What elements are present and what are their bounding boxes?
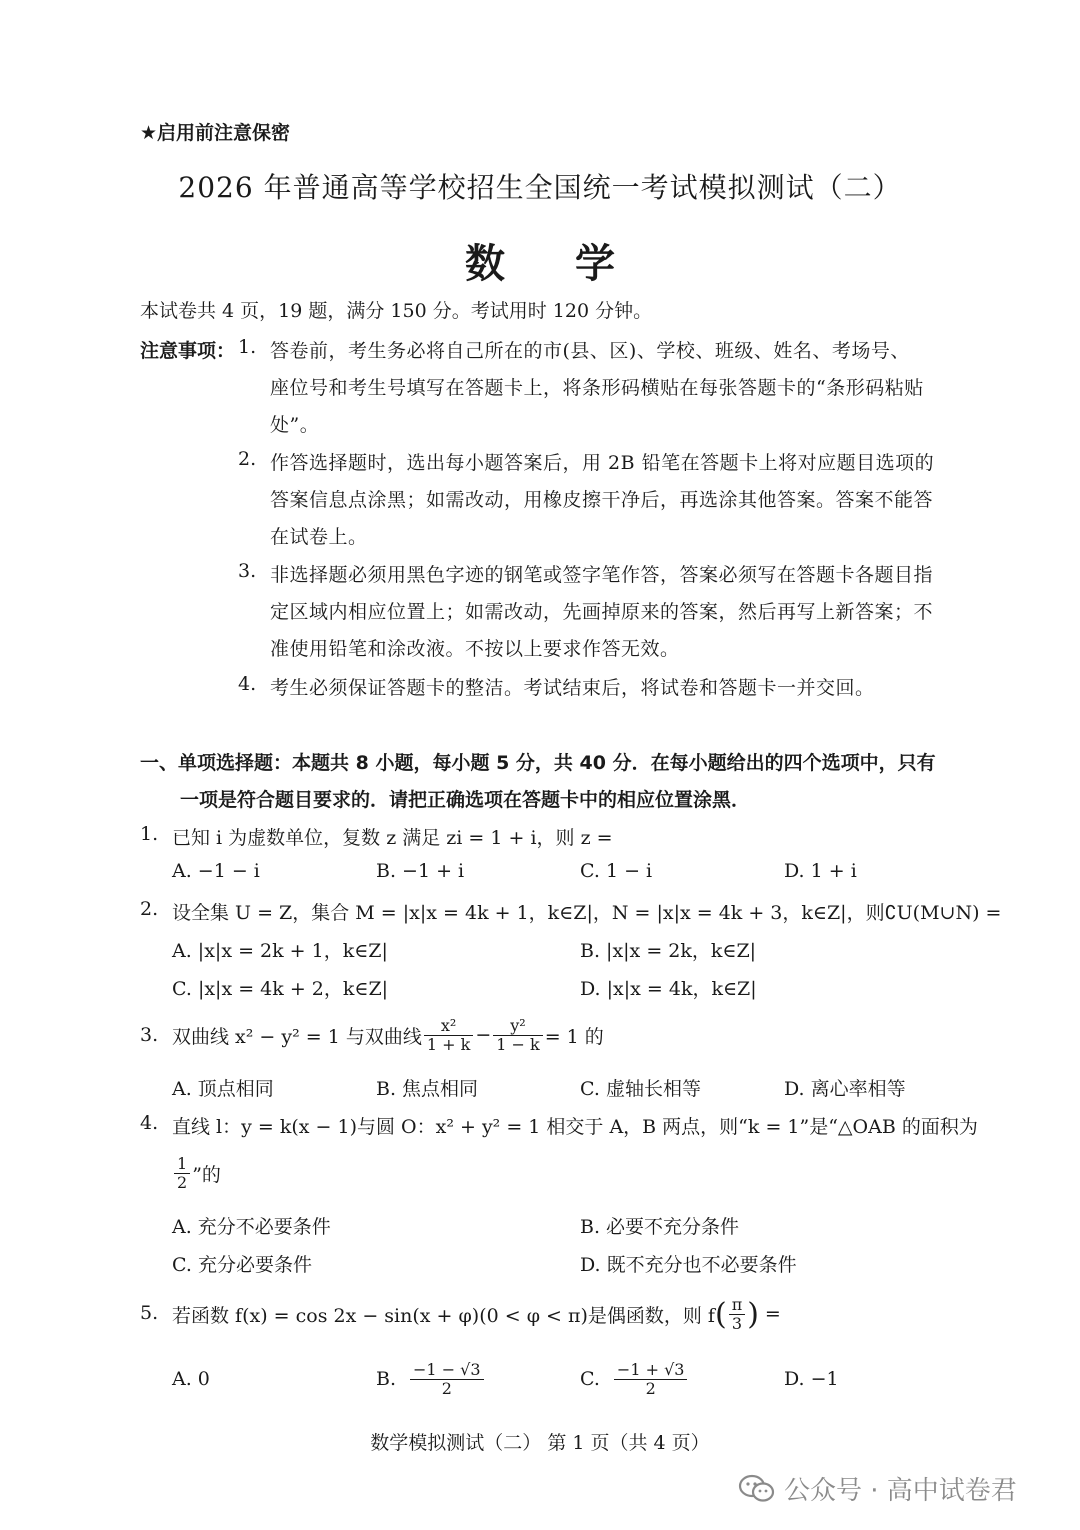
watermark-text: 公众号 · 高中试卷君: [784, 1476, 1017, 1506]
question-number: 2.: [140, 898, 159, 920]
left-paren: (: [714, 1296, 727, 1332]
notice-item-number: 2.: [238, 448, 257, 470]
option-b: B. 焦点相同: [376, 1078, 479, 1100]
option-d: D. 1 + i: [784, 860, 857, 882]
option-label: B.: [376, 1368, 397, 1390]
option-c: C. |x|x = 4k + 2，k∈Z|: [172, 978, 389, 1000]
question-text-continued: [172, 1152, 221, 1194]
option-c: C. 充分必要条件: [172, 1254, 312, 1276]
option-label: C.: [580, 1368, 600, 1390]
option-b: B. 必要不充分条件: [580, 1216, 740, 1238]
fraction-numerator: −1 − √3: [410, 1361, 484, 1380]
option-d: D. |x|x = 4k，k∈Z|: [580, 978, 757, 1000]
fraction: [424, 1017, 473, 1053]
fraction: [614, 1361, 688, 1397]
fraction-numerator: 1: [174, 1155, 190, 1174]
option-b: B. |x|x = 2k，k∈Z|: [580, 940, 757, 962]
option-a: A. 顶点相同: [172, 1078, 274, 1100]
option-c: C. 1 − i: [580, 860, 653, 882]
section-heading: 一、单项选择题：本题共 8 小题，每小题 5 分，共 40 分．在每小题给出的四个选项中，只有: [140, 752, 936, 774]
option-d: D. −1: [784, 1368, 839, 1390]
option-b: [376, 1354, 486, 1404]
subject-title: 数 学: [465, 241, 643, 287]
notice-item-line: 处”。: [270, 414, 320, 436]
exam-intro: 本试卷共 4 页，19 题，满分 150 分。考试用时 120 分钟。: [140, 300, 653, 322]
fraction: [410, 1361, 484, 1397]
option-d: D. 离心率相等: [784, 1078, 906, 1100]
notice-item-line: 在试卷上。: [270, 526, 368, 548]
notice-item-line: 作答选择题时，选出每小题答案后，用 2B 铅笔在答题卡上将对应题目选项的: [270, 452, 935, 474]
question-number: 4.: [140, 1112, 159, 1134]
question-text-part: = 1 的: [544, 1025, 604, 1048]
option-b: B. −1 + i: [376, 860, 465, 882]
question-text-part: =: [764, 1303, 781, 1325]
notice-label: 注意事项：: [140, 340, 236, 362]
notice-item-line: 非选择题必须用黑色字迹的钢笔或签字笔作答，答案必须写在答题卡各题目指: [270, 564, 934, 586]
fraction: [729, 1296, 746, 1332]
question-number: 5.: [140, 1302, 159, 1324]
fraction-numerator: x²: [424, 1017, 473, 1036]
question-text-part: ”的: [192, 1163, 221, 1186]
option-a: A. |x|x = 2k + 1，k∈Z|: [172, 940, 388, 962]
option-c: C. 虚轴长相等: [580, 1078, 701, 1100]
fraction-numerator: −1 + √3: [614, 1361, 688, 1380]
notice-item-line: 答案信息点涂黑；如需改动，用橡皮擦干净后，再选涂其他答案。答案不能答: [270, 489, 934, 511]
fraction-numerator: π: [729, 1296, 746, 1315]
question-text-part: 若函数 f(x) = cos 2x − sin(x + φ)(0 < φ < π)是偶函数，则 f: [172, 1304, 715, 1327]
minus-sign: −: [475, 1024, 492, 1046]
wechat-icon: [738, 1474, 776, 1504]
notice-item-line: 定区域内相应位置上；如需改动，先画掉原来的答案，然后再写上新答案；不: [270, 601, 934, 623]
exam-title: 2026 年普通高等学校招生全国统一考试模拟测试（二）: [178, 171, 902, 204]
fraction-denominator: 2: [177, 1172, 188, 1192]
question-number: 1.: [140, 823, 159, 845]
question-text: 直线 l：y = k(x − 1)与圆 O：x² + y² = 1 相交于 A，B 两点，则“k = 1”是“△OAB 的面积为: [172, 1116, 978, 1138]
notice-item-number: 3.: [238, 560, 257, 582]
fraction-denominator: 2: [441, 1378, 452, 1398]
page-footer: 数学模拟测试（二） 第 1 页（共 4 页）: [370, 1432, 710, 1454]
notice-item-line: 考生必须保证答题卡的整洁。考试结束后，将试卷和答题卡一并交回。: [270, 677, 875, 699]
option-d: D. 既不充分也不必要条件: [580, 1254, 797, 1276]
option-a: A. −1 − i: [172, 860, 260, 882]
option-c: [580, 1354, 689, 1404]
fraction-denominator: 2: [645, 1378, 656, 1398]
fraction-denominator: 3: [731, 1313, 743, 1333]
notice-item-number: 1.: [238, 336, 257, 358]
fraction-denominator: 1 − k: [496, 1034, 540, 1054]
fraction: [174, 1155, 190, 1191]
fraction-numerator: y²: [493, 1017, 542, 1036]
question-text-part: 双曲线 x² − y² = 1 与双曲线: [172, 1025, 422, 1048]
question-text: [172, 1290, 781, 1338]
notice-item-number: 4.: [238, 673, 257, 695]
watermark: [738, 1470, 1017, 1507]
question-text: 已知 i 为虚数单位，复数 z 满足 zi = 1 + i，则 z =: [172, 827, 613, 849]
section-heading-continued: 一项是符合题目要求的．请把正确选项在答题卡中的相应位置涂黑．: [180, 789, 751, 811]
right-paren: ): [747, 1296, 759, 1332]
question-text: [172, 1010, 604, 1060]
confidential-label: ★启用前注意保密: [140, 122, 291, 144]
notice-item-line: 准使用铅笔和涂改液。不按以上要求作答无效。: [270, 638, 680, 660]
notice-item-line: 答卷前，考生务必将自己所在的市(县、区)、学校、班级、姓名、考场号、: [270, 340, 910, 362]
question-number: 3.: [140, 1024, 159, 1046]
question-text: 设全集 U = Z，集合 M = |x|x = 4k + 1，k∈Z|，N = |x|x = 4k + 3，k∈Z|，则∁U(M∪N) =: [172, 902, 1002, 924]
fraction: [493, 1017, 542, 1053]
notice-item-line: 座位号和考生号填写在答题卡上，将条形码横贴在每张答题卡的“条形码粘贴: [270, 377, 924, 399]
fraction-denominator: 1 + k: [426, 1034, 471, 1054]
option-a: A. 充分不必要条件: [172, 1216, 331, 1238]
option-a: A. 0: [172, 1368, 210, 1390]
